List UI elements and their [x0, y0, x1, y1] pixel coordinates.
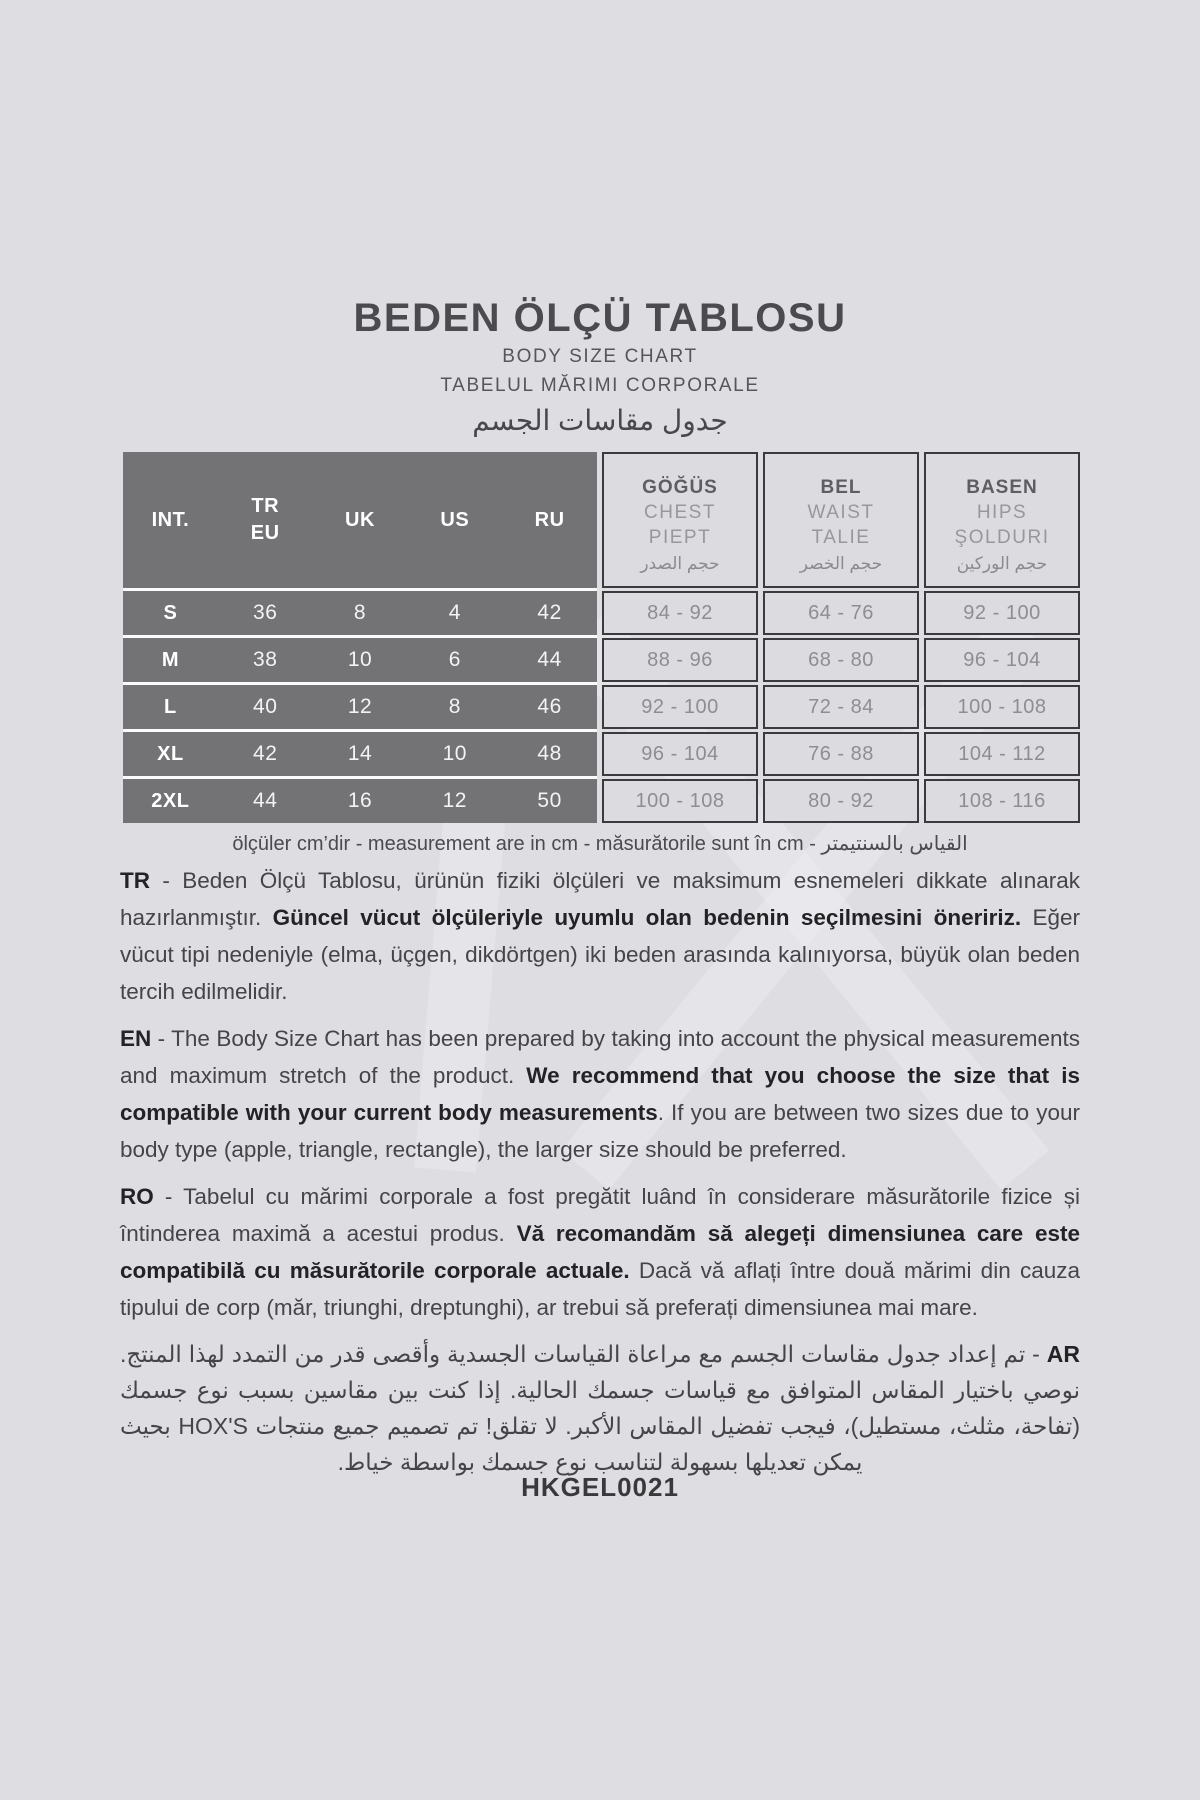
table-row — [123, 591, 597, 635]
table-row — [123, 638, 597, 682]
size-us: 4 — [448, 601, 461, 624]
size-table — [123, 452, 1080, 823]
hips-label-en: HIPS — [976, 501, 1028, 523]
chest-range: 92 - 100 — [602, 685, 758, 729]
size-ru: 42 — [537, 601, 562, 624]
waist-range: 68 - 80 — [763, 638, 919, 682]
chest-range: 100 - 108 — [602, 779, 758, 823]
size-label: L — [164, 695, 177, 718]
col-header-int: INT. — [151, 508, 190, 531]
size-uk: 8 — [353, 601, 367, 624]
waist-label-ro: TALIE — [811, 526, 871, 548]
hips-range: 92 - 100 — [924, 591, 1080, 635]
size-ru: 48 — [537, 742, 562, 765]
size-tr-eu: 40 — [253, 695, 278, 718]
size-uk: 10 — [347, 648, 373, 671]
table-row — [123, 685, 597, 729]
chest-range: 84 - 92 — [602, 591, 758, 635]
size-ru: 46 — [537, 695, 562, 718]
hips-label-tr: BASEN — [966, 476, 1038, 498]
waist-range: 80 - 92 — [763, 779, 919, 823]
paragraph-tr: TR - Beden Ölçü Tablosu, ürünün fiziki ölçüleri ve maksimum esnemeleri dikkate alınarak hazırlanmıştır. Güncel vücut ölçüleriyle uyumlu olan bedenin seçilmesini öneririz. Eğer vücut tipi nedeniyle (elma, üçgen, dikdörtgen) iki beden arasında kalınıyorsa, büyük olan beden tercih edilmelidir. — [120, 868, 1080, 1004]
hips-range: 108 - 116 — [924, 779, 1080, 823]
waist-range: 64 - 76 — [763, 591, 919, 635]
size-label: M — [161, 648, 179, 671]
table-header-dark-block — [123, 452, 597, 588]
hips-label-ro: ŞOLDURI — [954, 526, 1050, 548]
col-header-hips — [924, 452, 1080, 588]
paragraph-en: EN - The Body Size Chart has been prepared by taking into account the physical measurements and maximum stretch of the product. We recommend that you choose the size that is compatible with your current body measurements. If you are between two sizes due to your body type (apple, triangle, rectangle), the larger size should be preferred. — [120, 1026, 1080, 1162]
title-block — [0, 296, 1200, 438]
waist-label-en: WAIST — [807, 501, 875, 523]
col-header-waist — [763, 452, 919, 588]
hips-range: 96 - 104 — [924, 638, 1080, 682]
chest-label-tr: GÖĞÜS — [642, 476, 718, 498]
col-header-chest — [602, 452, 758, 588]
size-uk: 16 — [347, 789, 373, 812]
size-uk: 12 — [347, 695, 373, 718]
size-us: 8 — [448, 695, 461, 718]
hips-range: 104 - 112 — [924, 732, 1080, 776]
hips-label-ar: حجم الوركين — [956, 553, 1048, 573]
size-us: 6 — [448, 648, 461, 671]
size-us: 12 — [442, 789, 467, 812]
size-uk: 14 — [347, 742, 373, 765]
page-title: BEDEN ÖLÇÜ TABLOSU — [353, 296, 847, 340]
subtitle-en: BODY SIZE CHART — [502, 346, 698, 367]
size-tr-eu: 42 — [253, 742, 278, 765]
size-tr-eu: 38 — [253, 648, 278, 671]
hips-range: 100 - 108 — [924, 685, 1080, 729]
product-code: HKGEL0021 — [521, 1472, 679, 1502]
col-header-us: US — [440, 508, 470, 531]
waist-label-ar: حجم الخصر — [799, 553, 883, 573]
size-label: XL — [157, 742, 184, 765]
size-label: S — [163, 601, 178, 624]
col-header-ru: RU — [534, 508, 565, 531]
col-header-tr: TR — [251, 495, 280, 517]
paragraph-ro: RO - Tabelul cu mărimi corporale a fost pregătit luând în considerare măsurătorile fizice și întinderea maximă a acestui produs. Vă recomandăm să alegeți dimensiunea care este compatibilă cu măsurătorile corporale actuale. Dacă vă aflați între două mărimi din cauza tipului de corp (măr, triunghi, dreptunghi), ar trebui să preferați dimensiunea mai mare. — [120, 1184, 1080, 1320]
waist-label-tr: BEL — [820, 476, 862, 498]
info-paragraphs — [120, 862, 1080, 1490]
waist-range: 72 - 84 — [763, 685, 919, 729]
table-row — [123, 732, 597, 776]
chest-range: 88 - 96 — [602, 638, 758, 682]
col-header-tr-eu — [251, 493, 280, 547]
chest-label-ro: PIEPT — [648, 526, 712, 548]
size-us: 10 — [442, 742, 467, 765]
size-label: 2XL — [151, 789, 190, 812]
size-tr-eu: 36 — [253, 601, 278, 624]
waist-range: 76 - 88 — [763, 732, 919, 776]
table-row — [123, 779, 597, 823]
chest-label-ar: حجم الصدر — [640, 553, 720, 573]
chest-label-en: CHEST — [644, 501, 716, 523]
size-ru: 44 — [537, 648, 562, 671]
units-note: ölçüler cm’dir - measurement are in cm - măsurătorile sunt în cm - القياس بالسنتيمتر — [232, 833, 968, 855]
size-tr-eu: 44 — [253, 789, 278, 812]
subtitle-ar: جدول مقاسات الجسم — [472, 405, 728, 436]
subtitle-ro: TABELUL MĂRIMI CORPORALE — [440, 375, 760, 396]
size-ru: 50 — [537, 789, 562, 812]
paragraph-ar: AR - تم إعداد جدول مقاسات الجسم مع مراعاة القياسات الجسدية وأقصى قدر من التمدد لهذا المنتج. نوصي باختيار المقاس المتوافق مع قياسات جسمك الحالية. إذا كنت بين مقاسين بسبب نوع جسمك (تفاحة، مثلث، مستطيل)، فيجب تفضيل المقاس الأكبر. لا تقلق! تم تصميم جميع منتجات HOX'S بحيث يمكن تعديلها بسهولة لتناسب نوع جسمك بواسطة خياط. — [120, 1341, 1080, 1475]
chest-range: 96 - 104 — [602, 732, 758, 776]
col-header-eu: EU — [250, 522, 280, 544]
col-header-uk: UK — [345, 508, 375, 531]
